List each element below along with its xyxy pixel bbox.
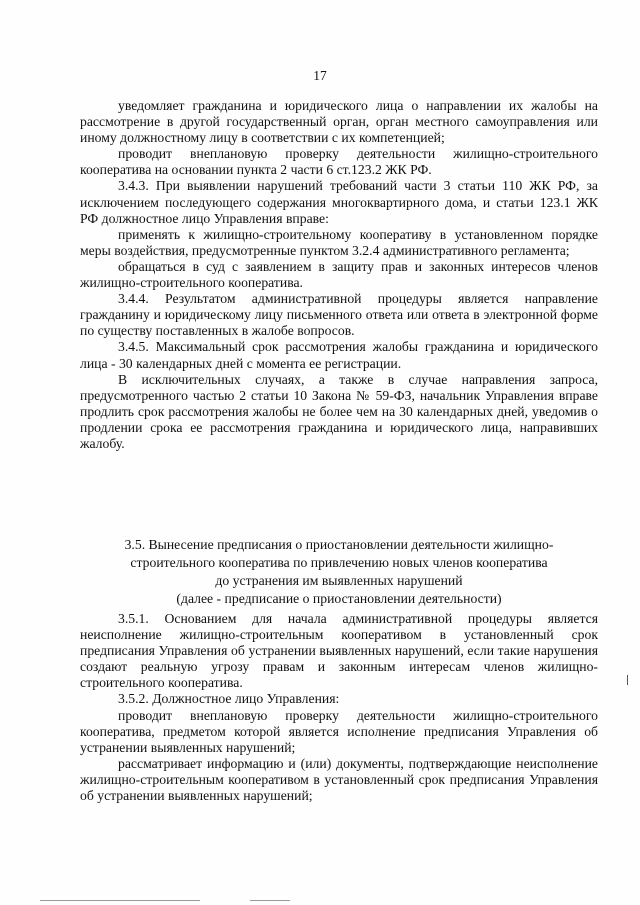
paragraph: 3.5.2. Должностное лицо Управления: bbox=[118, 691, 340, 707]
paragraph: 3.4.3. При выявлении нарушений требований части 3 статьи 110 ЖК РФ, за исключением последующего содержания многоквартирного дома, и статьи 123.1 ЖК РФ должностное лицо Управления вправе: bbox=[80, 178, 598, 226]
margin-mark bbox=[627, 675, 628, 685]
heading-line: до устранения им выявленных нарушений bbox=[215, 573, 463, 588]
paragraph: рассматривает информацию и (или) документы, подтверждающие неисполнение жилищно-строительным кооперативом в установленный срок предписания Управления об устранении выявленных нарушений; bbox=[80, 755, 598, 804]
heading-line: строительного кооператива по привлечению новых членов кооператива bbox=[130, 555, 548, 570]
paragraph: обращаться в суд с заявлением в защиту прав и законных интересов членов жилищно-строительного кооператива. bbox=[80, 258, 598, 291]
paragraph: уведомляет гражданина и юридического лица о направлении их жалобы на рассмотрение в другой государственный орган, орган местного самоуправления или иному должностному лицу в соответствии с их компетенцией; bbox=[80, 98, 598, 146]
body-text-block-2 bbox=[80, 611, 598, 804]
paragraph: 3.5.1. Основанием для начала административной процедуры является неисполнение жилищно-строительным кооперативом в установленный срок предписания Управления об устранении выявленных нарушений, если такие нарушения создают реальную угрозу правам и законным интересам членов жилищно-строительного кооператива. bbox=[80, 611, 598, 691]
paragraph: В исключительных случаях, а также в случае направления запроса, предусмотренного частью 2 статьи 10 Закона № 59-ФЗ, начальник Управления вправе продлить срок рассмотрения жалобы не более чем на 30 календарных дней, уведомив о продлении срока ее рассмотрения гражданина и юридического лица, направивших жалобу. bbox=[80, 371, 598, 451]
scan-bottom-edge bbox=[0, 900, 640, 903]
paragraph: проводит внеплановую проверку деятельности жилищно-строительного кооператива на основании пункта 2 части 6 ст.123.2 ЖК РФ. bbox=[80, 146, 598, 178]
heading-line: (далее - предписание о приостановлении деятельности) bbox=[176, 591, 502, 606]
section-heading bbox=[80, 536, 598, 608]
paragraph: применять к жилищно-строительному кооперативу в установленном порядке меры воздействия, предусмотренные пунктом 3.2.4 административного регламента; bbox=[80, 226, 598, 258]
heading-line: 3.5. Вынесение предписания о приостановлении деятельности жилищно- bbox=[124, 537, 554, 552]
paragraph: 3.4.5. Максимальный срок рассмотрения жалобы гражданина и юридического лица - 30 календарных дней с момента ее регистрации. bbox=[80, 339, 598, 371]
body-text-block-1 bbox=[80, 98, 598, 452]
paragraph: 3.4.4. Результатом административной процедуры является направление гражданину и юридическому лицу письменного ответа или ответа в электронной форме по существу поставленных в жалобе вопросов. bbox=[80, 291, 598, 339]
paragraph: проводит внеплановую проверку деятельности жилищно-строительного кооператива, предметом которой является исполнение предписания Управления об устранении выявленных нарушений; bbox=[80, 707, 598, 755]
page-number: 17 bbox=[313, 68, 327, 83]
